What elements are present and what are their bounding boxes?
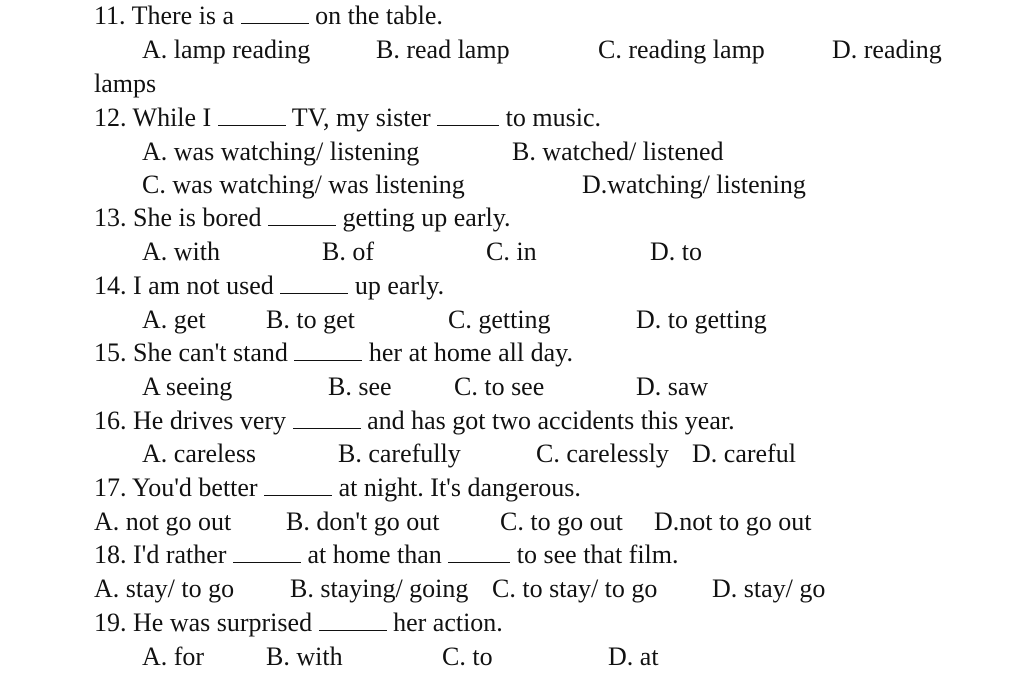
question-text: to see that film. xyxy=(516,540,679,569)
option-c: C. to stay/ to go xyxy=(492,574,658,603)
option-b: B. to get xyxy=(266,305,355,334)
question-number: 16. xyxy=(94,406,127,435)
question-14 xyxy=(94,273,444,299)
cut-off-line xyxy=(94,671,514,681)
question-text: I'd rather xyxy=(133,540,227,569)
option-b: B. see xyxy=(328,372,392,401)
option-d: D. reading xyxy=(832,35,942,64)
question-text: He drives very xyxy=(133,406,287,435)
answer-blank xyxy=(241,3,309,24)
question-text: and has got two accidents this year. xyxy=(367,406,735,435)
option-d: D.watching/ listening xyxy=(582,170,806,199)
question-number: 12. xyxy=(94,103,127,132)
question-text: There is a xyxy=(131,1,235,30)
option-a: A. lamp reading xyxy=(142,35,311,64)
option-b: B. of xyxy=(322,237,374,266)
question-text: She is bored xyxy=(133,203,262,232)
answer-blank xyxy=(319,610,387,631)
question-number: 17. xyxy=(94,473,127,502)
question-text: While I xyxy=(132,103,212,132)
question-text: at home than xyxy=(307,540,442,569)
question-number: 15. xyxy=(94,338,127,367)
option-b: B. watched/ listened xyxy=(512,137,724,166)
option-b: B. with xyxy=(266,642,343,671)
answer-blank xyxy=(293,408,361,429)
question-number: 13. xyxy=(94,203,127,232)
question-text: on the table. xyxy=(315,1,443,30)
option-c: C. reading lamp xyxy=(598,35,765,64)
option-d: D. careful xyxy=(692,439,796,468)
answer-blank xyxy=(448,542,510,563)
question-15 xyxy=(94,340,573,366)
question-13 xyxy=(94,205,511,231)
answer-blank xyxy=(437,105,499,126)
question-17 xyxy=(94,475,581,501)
answer-blank xyxy=(264,475,332,496)
question-text: You'd better xyxy=(132,473,258,502)
question-text: her at home all day. xyxy=(368,338,573,367)
option-d: D. saw xyxy=(636,372,709,401)
question-number: 14. xyxy=(94,271,127,300)
answer-blank xyxy=(268,205,336,226)
option-b: B. read lamp xyxy=(376,35,510,64)
option-c: C. to go out xyxy=(500,507,623,536)
question-18 xyxy=(94,542,679,568)
option-d: D. to getting xyxy=(636,305,767,334)
question-number: 18. xyxy=(94,540,127,569)
option-b: B. staying/ going xyxy=(290,574,469,603)
answer-blank xyxy=(280,273,348,294)
option-a: A. with xyxy=(142,237,220,266)
option-c: C. in xyxy=(486,237,537,266)
option-d-continued: lamps xyxy=(94,69,157,98)
option-a: A. stay/ to go xyxy=(94,574,235,603)
question-12 xyxy=(94,105,601,131)
question-text: her action. xyxy=(393,608,503,637)
option-d: D. at xyxy=(608,642,659,671)
option-a: A. careless xyxy=(142,439,257,468)
question-number: 19. xyxy=(94,608,127,637)
option-d: D. to xyxy=(650,237,702,266)
question-text: at night. It's dangerous. xyxy=(338,473,581,502)
question-text: She can't stand xyxy=(133,338,288,367)
option-a: A. was watching/ listening xyxy=(142,137,420,166)
option-c: C. getting xyxy=(448,305,551,334)
question-text: to music. xyxy=(505,103,602,132)
question-text: I am not used xyxy=(133,271,274,300)
question-number: 11. xyxy=(94,1,126,30)
option-d: D. stay/ go xyxy=(712,574,826,603)
question-text: TV, my sister xyxy=(291,103,431,132)
question-text: getting up early. xyxy=(342,203,511,232)
option-c: C. to see xyxy=(454,372,545,401)
option-d: D.not to go out xyxy=(654,507,812,536)
question-19 xyxy=(94,610,503,636)
question-16 xyxy=(94,408,735,434)
question-text: He was surprised xyxy=(133,608,313,637)
question-11 xyxy=(94,3,443,29)
question-text: up early. xyxy=(354,271,445,300)
answer-blank xyxy=(233,542,301,563)
option-a: A. for xyxy=(142,642,205,671)
option-a: A seeing xyxy=(142,372,233,401)
option-a: A. get xyxy=(142,305,206,334)
answer-blank xyxy=(294,340,362,361)
option-c: C. to xyxy=(442,642,493,671)
option-b: B. carefully xyxy=(338,439,461,468)
option-a: A. not go out xyxy=(94,507,232,536)
answer-blank xyxy=(218,105,286,126)
option-c: C. was watching/ was listening xyxy=(142,170,465,199)
option-c: C. carelessly xyxy=(536,439,669,468)
option-b: B. don't go out xyxy=(286,507,440,536)
